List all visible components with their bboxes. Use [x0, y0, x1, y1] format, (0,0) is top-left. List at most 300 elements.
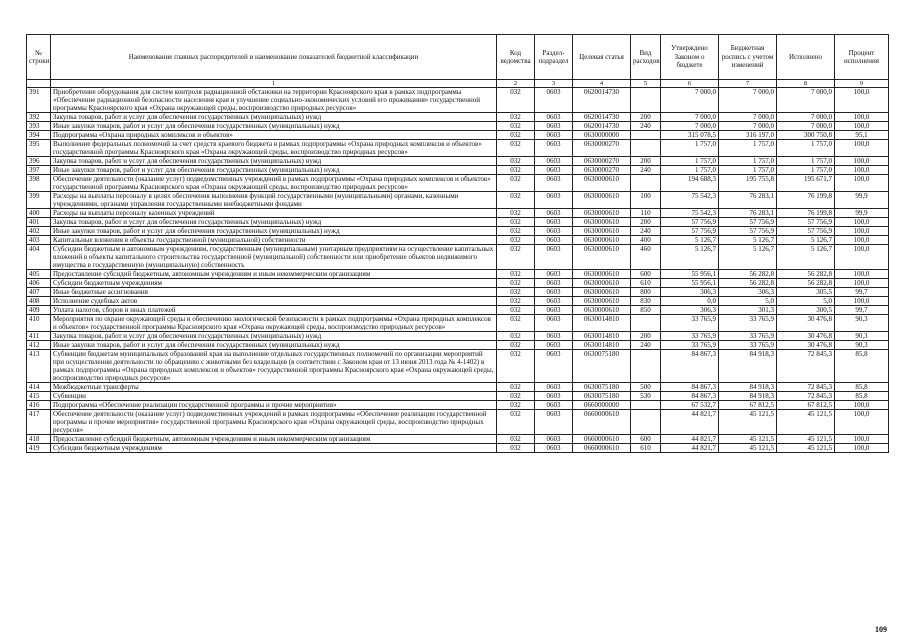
row-pct: 100,0 — [835, 236, 889, 245]
row-exec: 7 000,0 — [777, 113, 835, 122]
row-approved: 194 688,3 — [661, 175, 719, 192]
row-target: 0630014810 — [573, 315, 631, 332]
row-section: 0603 — [535, 175, 573, 192]
row-type: 200 — [631, 157, 661, 166]
row-approved: 57 756,9 — [661, 218, 719, 227]
row-number: 400 — [27, 209, 51, 218]
row-target: 0630000610 — [573, 209, 631, 218]
row-name: Закупка товаров, работ и услуг для обеспечения государственных (муниципальных) нужд — [51, 113, 497, 122]
row-list: 1 757,0 — [719, 140, 777, 157]
row-code: 032 — [497, 166, 535, 175]
table-row — [27, 175, 889, 192]
row-target: 0630014810 — [573, 332, 631, 341]
row-exec: 300,5 — [777, 306, 835, 315]
row-code: 032 — [497, 192, 535, 209]
row-target: 0660000610 — [573, 435, 631, 444]
row-pct: 100,0 — [835, 166, 889, 175]
row-pct: 85,8 — [835, 350, 889, 383]
row-code: 032 — [497, 332, 535, 341]
row-code: 032 — [497, 113, 535, 122]
row-pct: 90,3 — [835, 341, 889, 350]
row-approved: 33 765,9 — [661, 341, 719, 350]
row-list: 45 121,5 — [719, 435, 777, 444]
row-list: 76 283,1 — [719, 192, 777, 209]
row-code: 032 — [497, 350, 535, 383]
row-section: 0603 — [535, 113, 573, 122]
row-number: 396 — [27, 157, 51, 166]
col-header-code: Код ведомства — [497, 35, 535, 80]
row-type: 600 — [631, 435, 661, 444]
row-name: Иные бюджетные ассигнования — [51, 288, 497, 297]
row-number: 405 — [27, 270, 51, 279]
row-approved: 1 757,0 — [661, 140, 719, 157]
row-name: Субсидии бюджетным учреждениям — [51, 444, 497, 453]
row-name: Субсидии бюджетным и автономным учреждениям, государственным (муниципальным) унитарным предприятиям на осуществление капитальных вложений в объекты капитального строительства государственной (муниципальной) собственности или приобретение объектов недвижимого имущества в государственную (муниципальную) собственность — [51, 245, 497, 270]
row-exec: 72 845,3 — [777, 383, 835, 392]
row-number: 402 — [27, 227, 51, 236]
row-number: 415 — [27, 392, 51, 401]
row-code: 032 — [497, 88, 535, 113]
table-row — [27, 218, 889, 227]
row-type: 200 — [631, 332, 661, 341]
row-section: 0603 — [535, 341, 573, 350]
row-exec: 7 000,0 — [777, 122, 835, 131]
col-index — [27, 80, 51, 88]
table-row — [27, 140, 889, 157]
row-section: 0603 — [535, 392, 573, 401]
row-section: 0603 — [535, 270, 573, 279]
row-target: 0630000610 — [573, 192, 631, 209]
row-pct: 100,0 — [835, 88, 889, 113]
row-pct: 100,0 — [835, 122, 889, 131]
row-section: 0603 — [535, 297, 573, 306]
row-list: 45 121,5 — [719, 444, 777, 453]
row-code: 032 — [497, 306, 535, 315]
col-header-list: Бюджетная роспись с учетом изменений — [719, 35, 777, 80]
table-body — [27, 88, 889, 453]
row-pct: 99,7 — [835, 288, 889, 297]
row-code: 032 — [497, 270, 535, 279]
row-exec: 45 121,5 — [777, 410, 835, 435]
row-target: 0620014730 — [573, 88, 631, 113]
budget-table — [26, 34, 889, 453]
row-pct: 90,3 — [835, 332, 889, 341]
row-approved: 1 757,0 — [661, 157, 719, 166]
row-target: 0630000610 — [573, 218, 631, 227]
row-exec: 1 757,0 — [777, 157, 835, 166]
col-header-target: Целевая статья — [573, 35, 631, 80]
row-code: 032 — [497, 209, 535, 218]
row-name: Иные закупки товаров, работ и услуг для обеспечения государственных (муниципальных) нужд — [51, 227, 497, 236]
row-code: 032 — [497, 401, 535, 410]
row-target: 0630000270 — [573, 157, 631, 166]
col-index: 6 — [661, 80, 719, 88]
row-approved: 5 126,7 — [661, 236, 719, 245]
row-number: 406 — [27, 279, 51, 288]
table-row — [27, 88, 889, 113]
row-list: 306,3 — [719, 288, 777, 297]
row-number: 418 — [27, 435, 51, 444]
table-row — [27, 166, 889, 175]
row-number: 410 — [27, 315, 51, 332]
row-type — [631, 131, 661, 140]
row-pct: 100,0 — [835, 245, 889, 270]
row-target: 0630000610 — [573, 245, 631, 270]
row-approved: 7 000,0 — [661, 122, 719, 131]
row-list: 76 283,1 — [719, 209, 777, 218]
row-name: Межбюджетные трансферты — [51, 383, 497, 392]
row-name: Расходы на выплаты персоналу казенных учреждений — [51, 209, 497, 218]
row-code: 032 — [497, 383, 535, 392]
row-exec: 305,5 — [777, 288, 835, 297]
row-exec: 76 199,8 — [777, 209, 835, 218]
row-section: 0603 — [535, 306, 573, 315]
row-type: 460 — [631, 245, 661, 270]
row-target: 0630000610 — [573, 288, 631, 297]
row-approved: 1 757,0 — [661, 166, 719, 175]
table-row — [27, 288, 889, 297]
row-number: 419 — [27, 444, 51, 453]
row-section: 0603 — [535, 383, 573, 392]
row-approved: 55 956,1 — [661, 279, 719, 288]
row-target: 0630000610 — [573, 297, 631, 306]
table-row — [27, 270, 889, 279]
row-target: 0630000610 — [573, 306, 631, 315]
row-name: Субсидии бюджетным учреждениям — [51, 279, 497, 288]
row-pct: 99,9 — [835, 192, 889, 209]
row-list: 5 126,7 — [719, 236, 777, 245]
col-index: 4 — [573, 80, 631, 88]
row-section: 0603 — [535, 166, 573, 175]
table-row — [27, 131, 889, 140]
row-exec: 5,0 — [777, 297, 835, 306]
row-section: 0603 — [535, 315, 573, 332]
row-code: 032 — [497, 288, 535, 297]
row-code: 032 — [497, 245, 535, 270]
table-row — [27, 157, 889, 166]
table-row — [27, 279, 889, 288]
table-row — [27, 383, 889, 392]
row-exec: 45 121,5 — [777, 435, 835, 444]
row-number: 392 — [27, 113, 51, 122]
col-header-exec: Исполнено — [777, 35, 835, 80]
row-exec: 57 756,9 — [777, 227, 835, 236]
row-exec: 1 757,0 — [777, 166, 835, 175]
row-type: 240 — [631, 122, 661, 131]
row-type: 110 — [631, 209, 661, 218]
row-target: 0630000270 — [573, 166, 631, 175]
col-header-name: Наименование главных распорядителей и наименование показателей бюджетной классификации — [51, 35, 497, 80]
table-row — [27, 392, 889, 401]
row-pct: 100,0 — [835, 297, 889, 306]
col-header-approved: Утверждено Законом о бюджете — [661, 35, 719, 80]
row-number: 409 — [27, 306, 51, 315]
row-pct: 100,0 — [835, 279, 889, 288]
table-row — [27, 227, 889, 236]
row-code: 032 — [497, 122, 535, 131]
header-row — [27, 35, 889, 80]
row-target: 0630014810 — [573, 341, 631, 350]
row-number: 407 — [27, 288, 51, 297]
row-code: 032 — [497, 157, 535, 166]
row-pct: 100,0 — [835, 140, 889, 157]
column-index-row — [27, 80, 889, 88]
row-list: 57 756,9 — [719, 227, 777, 236]
row-number: 393 — [27, 122, 51, 131]
col-header-section: Раздел-подраздел — [535, 35, 573, 80]
row-exec: 5 126,7 — [777, 236, 835, 245]
row-type: 100 — [631, 192, 661, 209]
row-number: 411 — [27, 332, 51, 341]
row-pct: 85,8 — [835, 392, 889, 401]
row-target: 0620014730 — [573, 113, 631, 122]
table-row — [27, 236, 889, 245]
row-list: 84 918,3 — [719, 383, 777, 392]
row-type — [631, 410, 661, 435]
row-target: 0630000610 — [573, 279, 631, 288]
row-type: 600 — [631, 270, 661, 279]
row-section: 0603 — [535, 88, 573, 113]
row-type: 610 — [631, 279, 661, 288]
row-name: Приобретение оборудования для систем контроля радиационной обстановки на территории Красноярского края в рамках подпрограммы «Обеспечение радиационной безопасности населения края и улучшение социально-экономических условий его проживания» государственной программы Красноярского края «Охрана окружающей среды, воспроизводство природных ресурсов» — [51, 88, 497, 113]
row-approved: 84 867,3 — [661, 350, 719, 383]
row-name: Капитальные вложения в объекты государственной (муниципальной) собственности — [51, 236, 497, 245]
row-pct: 100,0 — [835, 175, 889, 192]
row-number: 401 — [27, 218, 51, 227]
table-row — [27, 410, 889, 435]
row-approved: 306,3 — [661, 306, 719, 315]
row-number: 391 — [27, 88, 51, 113]
row-code: 032 — [497, 131, 535, 140]
row-approved: 306,3 — [661, 288, 719, 297]
row-code: 032 — [497, 315, 535, 332]
row-section: 0603 — [535, 245, 573, 270]
row-approved: 5 126,7 — [661, 245, 719, 270]
row-target: 0630075180 — [573, 392, 631, 401]
row-approved: 44 821,7 — [661, 435, 719, 444]
row-number: 416 — [27, 401, 51, 410]
row-target: 0630000610 — [573, 270, 631, 279]
row-name: Мероприятия по охране окружающей среды и обеспечению экологической безопасности в рамках подпрограммы «Охрана природных комплексов и объектов» государственной программы Красноярского края «Охрана окружающей среды, воспроизводство природных ресурсов» — [51, 315, 497, 332]
row-section: 0603 — [535, 122, 573, 131]
row-exec: 56 282,8 — [777, 279, 835, 288]
row-type: 240 — [631, 341, 661, 350]
row-name: Обеспечение деятельности (оказание услуг) подведомственных учреждений в рамках подпрограммы «Охрана природных комплексов и объектов» государственной программы Красноярского края «Охрана окружающей среды, воспроизводство природных ресурсов» — [51, 175, 497, 192]
row-section: 0603 — [535, 218, 573, 227]
row-target: 0620014730 — [573, 122, 631, 131]
row-number: 399 — [27, 192, 51, 209]
row-pct: 100,0 — [835, 435, 889, 444]
row-target: 0630000270 — [573, 140, 631, 157]
row-exec: 57 756,9 — [777, 218, 835, 227]
row-name: Закупка товаров, работ и услуг для обеспечения государственных (муниципальных) нужд — [51, 157, 497, 166]
row-section: 0603 — [535, 227, 573, 236]
row-type: 610 — [631, 444, 661, 453]
table-row — [27, 341, 889, 350]
row-number: 403 — [27, 236, 51, 245]
row-number: 394 — [27, 131, 51, 140]
row-section: 0603 — [535, 279, 573, 288]
row-name: Выполнение федеральных полномочий за счет средств краевого бюджета в рамках подпрограммы «Охрана природных комплексов и объектов» государственной программы Красноярского края «Охрана окружающей среды, воспроизводство природных ресурсов» — [51, 140, 497, 157]
col-index: 1 — [51, 80, 497, 88]
row-list: 56 282,8 — [719, 270, 777, 279]
row-number: 395 — [27, 140, 51, 157]
row-pct: 100,0 — [835, 218, 889, 227]
row-approved: 7 000,0 — [661, 113, 719, 122]
row-exec: 72 845,3 — [777, 392, 835, 401]
row-section: 0603 — [535, 410, 573, 435]
row-approved: 84 867,3 — [661, 392, 719, 401]
table-row — [27, 192, 889, 209]
row-approved: 75 542,3 — [661, 209, 719, 218]
row-approved: 75 542,3 — [661, 192, 719, 209]
row-approved: 315 078,5 — [661, 131, 719, 140]
row-code: 032 — [497, 297, 535, 306]
table-row — [27, 350, 889, 383]
row-name: Субвенции — [51, 392, 497, 401]
row-type: 530 — [631, 392, 661, 401]
row-exec: 45 121,5 — [777, 444, 835, 453]
table-row — [27, 332, 889, 341]
row-type — [631, 175, 661, 192]
row-type — [631, 140, 661, 157]
row-exec: 1 757,0 — [777, 140, 835, 157]
row-list: 67 812,5 — [719, 401, 777, 410]
row-exec: 76 199,8 — [777, 192, 835, 209]
row-type: 850 — [631, 306, 661, 315]
row-target: 0630000610 — [573, 227, 631, 236]
row-list: 5,0 — [719, 297, 777, 306]
row-approved: 33 765,9 — [661, 315, 719, 332]
row-target: 0660000000 — [573, 401, 631, 410]
row-number: 397 — [27, 166, 51, 175]
row-exec: 195 671,7 — [777, 175, 835, 192]
row-approved: 0,0 — [661, 297, 719, 306]
row-list: 7 000,0 — [719, 88, 777, 113]
row-exec: 72 845,3 — [777, 350, 835, 383]
row-list: 301,3 — [719, 306, 777, 315]
row-code: 032 — [497, 218, 535, 227]
table-row — [27, 297, 889, 306]
row-pct: 99,9 — [835, 209, 889, 218]
row-code: 032 — [497, 279, 535, 288]
row-code: 032 — [497, 444, 535, 453]
row-list: 5 126,7 — [719, 245, 777, 270]
row-exec: 5 126,7 — [777, 245, 835, 270]
row-name: Уплата налогов, сборов и иных платежей — [51, 306, 497, 315]
row-approved: 44 821,7 — [661, 444, 719, 453]
row-pct: 85,8 — [835, 383, 889, 392]
row-target: 0660000610 — [573, 410, 631, 435]
row-section: 0603 — [535, 401, 573, 410]
row-type: 200 — [631, 113, 661, 122]
row-approved: 67 532,7 — [661, 401, 719, 410]
row-name: Подпрограмма «Охрана природных комплексов и объектов» — [51, 131, 497, 140]
row-name: Иные закупки товаров, работ и услуг для обеспечения государственных (муниципальных) нужд — [51, 341, 497, 350]
row-target: 0630075180 — [573, 383, 631, 392]
row-list: 316 197,0 — [719, 131, 777, 140]
row-type: 400 — [631, 236, 661, 245]
row-section: 0603 — [535, 236, 573, 245]
row-pct: 90,3 — [835, 315, 889, 332]
row-number: 408 — [27, 297, 51, 306]
row-exec: 56 282,8 — [777, 270, 835, 279]
row-code: 032 — [497, 227, 535, 236]
table-row — [27, 401, 889, 410]
col-index: 9 — [835, 80, 889, 88]
row-list: 33 765,9 — [719, 332, 777, 341]
row-type: 240 — [631, 166, 661, 175]
row-type — [631, 350, 661, 383]
row-section: 0603 — [535, 192, 573, 209]
row-name: Предоставление субсидий бюджетным, автономным учреждениям и иным некоммерческим организациям — [51, 270, 497, 279]
row-target: 0630000610 — [573, 175, 631, 192]
table-row — [27, 122, 889, 131]
row-name: Закупка товаров, работ и услуг для обеспечения государственных (муниципальных) нужд — [51, 332, 497, 341]
row-code: 032 — [497, 410, 535, 435]
row-number: 413 — [27, 350, 51, 383]
row-section: 0603 — [535, 350, 573, 383]
row-approved: 33 765,9 — [661, 332, 719, 341]
row-name: Иные закупки товаров, работ и услуг для обеспечения государственных (муниципальных) нужд — [51, 166, 497, 175]
col-header-num: № строки — [27, 35, 51, 80]
row-type: 830 — [631, 297, 661, 306]
col-index: 8 — [777, 80, 835, 88]
row-list: 33 765,9 — [719, 341, 777, 350]
col-header-type: Вид расходов — [631, 35, 661, 80]
col-header-pct: Процент исполнения — [835, 35, 889, 80]
row-exec: 67 812,5 — [777, 401, 835, 410]
row-section: 0603 — [535, 332, 573, 341]
row-pct: 100,0 — [835, 444, 889, 453]
row-approved: 44 821,7 — [661, 410, 719, 435]
row-section: 0603 — [535, 140, 573, 157]
row-pct: 100,0 — [835, 270, 889, 279]
row-list: 84 918,3 — [719, 350, 777, 383]
row-list: 7 000,0 — [719, 113, 777, 122]
table-row — [27, 435, 889, 444]
row-name: Подпрограмма «Обеспечение реализации государственной программы и прочие мероприятия» — [51, 401, 497, 410]
table-row — [27, 306, 889, 315]
row-type — [631, 315, 661, 332]
row-type — [631, 401, 661, 410]
row-name: Субвенции бюджетам муниципальных образований края на выполнение отдельных государственных полномочий по организации мероприятий при осуществлении деятельности по обращению с животными без владельцев (в соответствии с Законом края от 13 июня 2013 года № 4-1402) в рамках подпрограммы «Охрана природных комплексов и объектов» государственной программы Красноярского края «Охрана окружающей среды, воспроизводство природных ресурсов» — [51, 350, 497, 383]
row-code: 032 — [497, 341, 535, 350]
row-list: 195 755,8 — [719, 175, 777, 192]
table-row — [27, 315, 889, 332]
row-list: 1 757,0 — [719, 157, 777, 166]
col-index: 5 — [631, 80, 661, 88]
row-type — [631, 88, 661, 113]
row-code: 032 — [497, 140, 535, 157]
col-index: 7 — [719, 80, 777, 88]
row-pct: 100,0 — [835, 227, 889, 236]
col-index: 2 — [497, 80, 535, 88]
row-name: Исполнение судебных актов — [51, 297, 497, 306]
table-row — [27, 444, 889, 453]
row-pct: 100,0 — [835, 401, 889, 410]
row-pct: 100,0 — [835, 410, 889, 435]
row-number: 412 — [27, 341, 51, 350]
row-section: 0603 — [535, 157, 573, 166]
row-target: 0630075180 — [573, 350, 631, 383]
row-list: 84 918,3 — [719, 392, 777, 401]
row-type: 800 — [631, 288, 661, 297]
row-code: 032 — [497, 435, 535, 444]
row-list: 45 121,5 — [719, 410, 777, 435]
row-section: 0603 — [535, 209, 573, 218]
row-type: 500 — [631, 383, 661, 392]
